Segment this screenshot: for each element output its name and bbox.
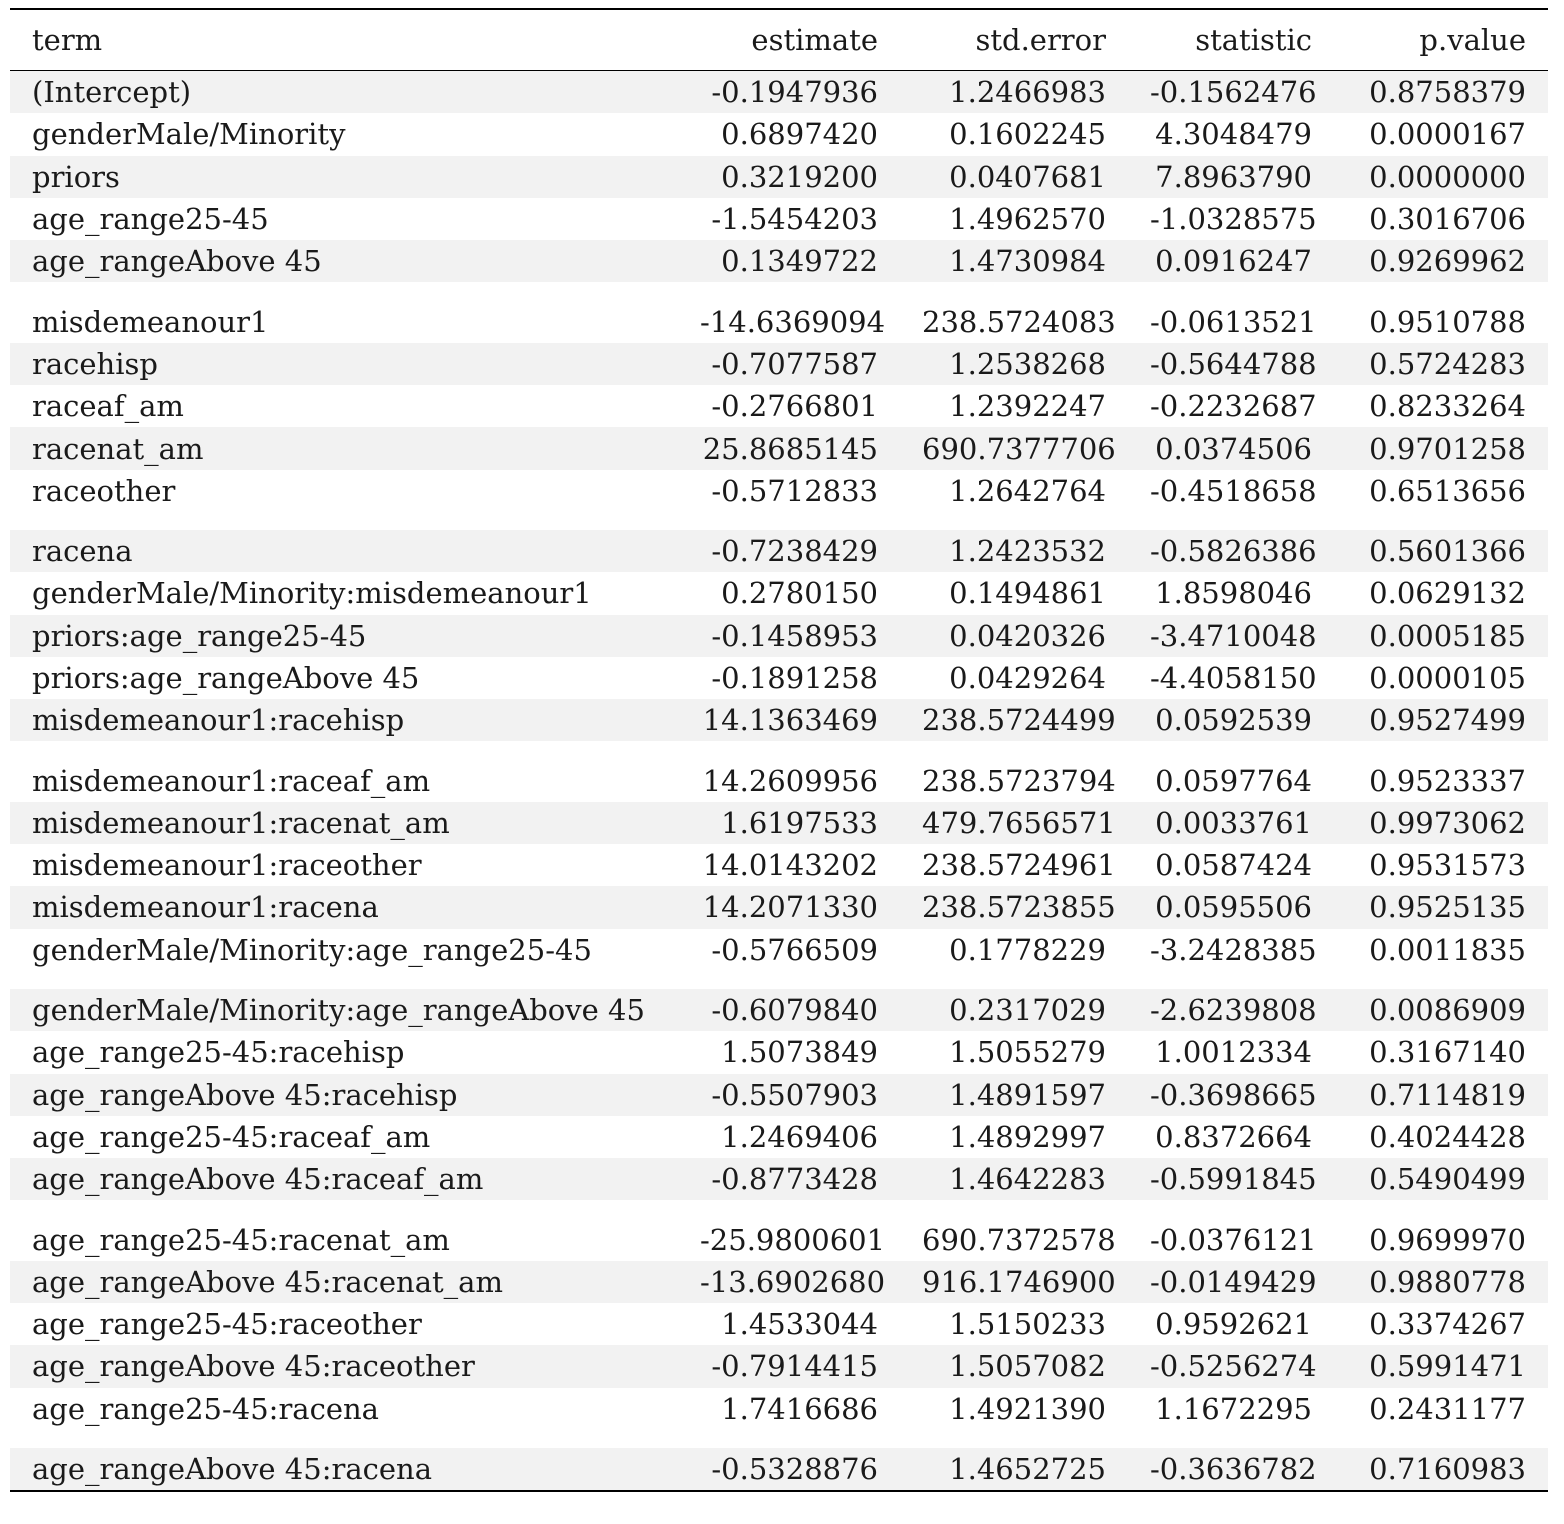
cell-p-value: 0.0005185 <box>1334 615 1548 657</box>
regression-table <box>10 8 1548 1492</box>
cell-std-error: 0.1602245 <box>949 117 1106 152</box>
cell-term: genderMale/Minority:misdemeanour1 <box>32 576 592 611</box>
cell-std-error: 690.7377706 <box>900 427 1128 469</box>
cell-statistic: -0.3698665 <box>1128 1074 1334 1116</box>
cell-p-value: 0.0000105 <box>1369 661 1526 695</box>
regression-table-container <box>10 8 1548 1492</box>
cell-p-value: 0.9973062 <box>1334 802 1548 844</box>
row-group-spacer <box>10 971 1548 989</box>
cell-std-error: 1.5150233 <box>949 1307 1106 1342</box>
cell-estimate: -0.6079840 <box>678 989 900 1031</box>
cell-term: priors <box>10 156 678 198</box>
cell-p-value: 0.0011835 <box>1369 932 1526 967</box>
cell-estimate: -0.7914415 <box>678 1345 900 1387</box>
cell-std-error: 690.7372578 <box>922 1222 1116 1257</box>
header-row <box>10 9 1548 71</box>
cell-term: age_range25-45:racehisp <box>32 1035 405 1070</box>
cell-p-value: 0.0629132 <box>1369 576 1526 611</box>
row-group-spacer <box>10 282 1548 300</box>
cell-estimate: 0.2780150 <box>721 576 878 611</box>
cell-p-value: 0.9527499 <box>1334 699 1548 741</box>
table-row <box>10 1388 1548 1430</box>
cell-std-error: 0.0420326 <box>900 615 1128 657</box>
cell-p-value: 0.4024428 <box>1369 1119 1526 1154</box>
cell-estimate: 0.3219200 <box>678 156 900 198</box>
cell-std-error: 238.5723855 <box>900 886 1128 928</box>
cell-statistic: -2.6239808 <box>1128 989 1334 1031</box>
table-row <box>10 1074 1548 1116</box>
cell-std-error: 1.2538268 <box>900 343 1128 385</box>
cell-estimate: 25.8685145 <box>678 427 900 469</box>
cell-term: age_rangeAbove 45:racena <box>10 1448 678 1491</box>
cell-p-value: 0.3374267 <box>1369 1307 1526 1342</box>
cell-p-value: 0.3167140 <box>1369 1035 1526 1070</box>
cell-term: genderMale/Minority:age_range25-45 <box>32 932 592 967</box>
cell-estimate: -0.5712833 <box>711 473 878 508</box>
table-row <box>10 802 1548 844</box>
cell-term: misdemeanour1:raceaf_am <box>32 763 431 798</box>
spacer-cell <box>10 741 1548 759</box>
table-row <box>10 1158 1548 1200</box>
cell-term: misdemeanour1 <box>32 304 269 339</box>
cell-std-error: 1.2392247 <box>949 389 1106 424</box>
cell-statistic: 7.8963790 <box>1128 156 1334 198</box>
table-row <box>10 156 1548 198</box>
cell-statistic: -1.0328575 <box>1150 202 1317 237</box>
cell-term: age_rangeAbove 45:racenat_am <box>10 1261 678 1303</box>
cell-term: racenat_am <box>10 427 678 469</box>
cell-std-error: 1.4730984 <box>900 240 1128 282</box>
spacer-cell <box>10 282 1548 300</box>
cell-term: priors:age_rangeAbove 45 <box>32 661 420 695</box>
table-row <box>10 198 1548 240</box>
cell-statistic: 0.0597764 <box>1155 763 1312 798</box>
cell-p-value: 0.5601366 <box>1334 530 1548 572</box>
cell-std-error: 238.5724961 <box>922 848 1116 883</box>
spacer-cell <box>10 512 1548 530</box>
cell-estimate: 1.6197533 <box>678 802 900 844</box>
cell-statistic: -0.1562476 <box>1128 71 1334 114</box>
cell-std-error: 479.7656571 <box>900 802 1128 844</box>
cell-p-value: 0.5991471 <box>1334 1345 1548 1387</box>
cell-estimate: 14.0143202 <box>702 848 878 883</box>
cell-estimate: 0.6897420 <box>721 117 878 152</box>
cell-p-value: 0.3016706 <box>1369 202 1526 237</box>
cell-std-error: 1.4642283 <box>900 1158 1128 1200</box>
cell-p-value: 0.2431177 <box>1369 1391 1526 1426</box>
cell-estimate: 1.5073849 <box>721 1035 878 1070</box>
cell-statistic: 0.0916247 <box>1128 240 1334 282</box>
cell-term: genderMale/Minority:age_rangeAbove 45 <box>10 989 678 1031</box>
cell-std-error: 1.4921390 <box>949 1391 1106 1426</box>
table-row <box>10 699 1548 741</box>
cell-statistic: 1.8598046 <box>1155 576 1312 611</box>
column-header-std-error: std.error <box>900 9 1128 71</box>
cell-p-value: 0.9699970 <box>1369 1222 1526 1257</box>
cell-p-value: 0.6513656 <box>1369 473 1526 508</box>
cell-estimate: -25.9800601 <box>700 1222 886 1257</box>
row-group-spacer <box>10 512 1548 530</box>
table-row <box>10 530 1548 572</box>
cell-std-error: 1.5055279 <box>949 1035 1106 1070</box>
cell-p-value: 0.8758379 <box>1334 71 1548 114</box>
cell-statistic: 0.0033761 <box>1128 802 1334 844</box>
cell-estimate: 14.1363469 <box>678 699 900 741</box>
cell-std-error: 0.2317029 <box>900 989 1128 1031</box>
cell-std-error: 1.2466983 <box>900 71 1128 114</box>
cell-estimate: -0.7077587 <box>678 343 900 385</box>
cell-statistic: -3.2428385 <box>1150 932 1317 967</box>
table-row <box>10 240 1548 282</box>
cell-estimate: -0.5766509 <box>711 932 878 967</box>
cell-std-error: 0.0407681 <box>900 156 1128 198</box>
cell-term: age_rangeAbove 45:raceother <box>10 1345 678 1387</box>
table-row <box>10 385 1548 427</box>
cell-std-error: 1.4962570 <box>949 202 1106 237</box>
cell-p-value: 0.7160983 <box>1334 1448 1548 1491</box>
cell-statistic: 0.0592539 <box>1128 699 1334 741</box>
table-row <box>10 929 1548 971</box>
spacer-cell <box>10 1200 1548 1218</box>
row-group-spacer <box>10 1200 1548 1218</box>
cell-statistic: -4.4058150 <box>1150 661 1317 695</box>
cell-statistic: -0.5991845 <box>1128 1158 1334 1200</box>
cell-estimate: 1.4533044 <box>721 1307 878 1342</box>
spacer-cell <box>10 1430 1548 1448</box>
cell-statistic: 0.8372664 <box>1155 1119 1312 1154</box>
table-row <box>10 1261 1548 1303</box>
cell-term: age_range25-45:raceaf_am <box>32 1119 431 1154</box>
cell-std-error: 1.2642764 <box>949 473 1106 508</box>
cell-p-value: 0.9525135 <box>1334 886 1548 928</box>
cell-std-error: 0.1778229 <box>949 932 1106 967</box>
cell-statistic: -3.4710048 <box>1128 615 1334 657</box>
cell-statistic: 0.0587424 <box>1155 848 1312 883</box>
table-row <box>10 470 1548 512</box>
cell-term: genderMale/Minority <box>32 117 346 152</box>
cell-statistic: 0.9592621 <box>1155 1307 1312 1342</box>
cell-estimate: -0.5507903 <box>678 1074 900 1116</box>
cell-statistic: -0.5826386 <box>1128 530 1334 572</box>
cell-estimate: 14.2609956 <box>702 763 878 798</box>
row-group-spacer <box>10 741 1548 759</box>
cell-estimate: -13.6902680 <box>678 1261 900 1303</box>
cell-term: (Intercept) <box>10 71 678 114</box>
column-header-statistic: statistic <box>1128 9 1334 71</box>
cell-term: raceother <box>32 473 176 508</box>
cell-statistic: 1.1672295 <box>1155 1391 1312 1426</box>
cell-std-error: 1.5057082 <box>900 1345 1128 1387</box>
table-row <box>10 427 1548 469</box>
cell-estimate: -14.6369094 <box>700 304 886 339</box>
cell-p-value: 0.7114819 <box>1334 1074 1548 1116</box>
table-row <box>10 759 1548 801</box>
cell-statistic: -0.3636782 <box>1128 1448 1334 1491</box>
cell-term: age_range25-45:raceother <box>32 1307 422 1342</box>
cell-estimate: 1.7416686 <box>721 1391 878 1426</box>
cell-statistic: 0.0595506 <box>1128 886 1334 928</box>
cell-p-value: 0.9531573 <box>1369 848 1526 883</box>
cell-term: racehisp <box>10 343 678 385</box>
table-row <box>10 113 1548 155</box>
cell-term: priors:age_range25-45 <box>10 615 678 657</box>
cell-statistic: -0.0376121 <box>1150 1222 1317 1257</box>
column-header-term: term <box>10 9 678 71</box>
cell-std-error: 238.5724499 <box>900 699 1128 741</box>
cell-estimate: -0.5328876 <box>678 1448 900 1491</box>
cell-std-error: 1.4891597 <box>900 1074 1128 1116</box>
cell-term: misdemeanour1:racehisp <box>10 699 678 741</box>
cell-term: age_range25-45:racena <box>32 1391 379 1426</box>
cell-std-error: 238.5723794 <box>922 763 1116 798</box>
cell-std-error: 1.4892997 <box>949 1119 1106 1154</box>
cell-p-value: 0.0000000 <box>1334 156 1548 198</box>
cell-statistic: -0.0613521 <box>1150 304 1317 339</box>
cell-p-value: 0.5724283 <box>1334 343 1548 385</box>
cell-p-value: 0.0086909 <box>1334 989 1548 1031</box>
table-row <box>10 989 1548 1031</box>
cell-p-value: 0.9510788 <box>1369 304 1526 339</box>
row-group-spacer <box>10 1430 1548 1448</box>
cell-estimate: -0.1947936 <box>678 71 900 114</box>
cell-p-value: 0.9269962 <box>1334 240 1548 282</box>
cell-std-error: 1.2423532 <box>900 530 1128 572</box>
table-row <box>10 300 1548 342</box>
table-row <box>10 886 1548 928</box>
cell-estimate: 14.2071330 <box>678 886 900 928</box>
cell-term: age_rangeAbove 45:raceaf_am <box>10 1158 678 1200</box>
cell-std-error: 0.1494861 <box>949 576 1106 611</box>
cell-statistic: -0.4518658 <box>1150 473 1317 508</box>
cell-term: misdemeanour1:racena <box>10 886 678 928</box>
cell-term: misdemeanour1:racenat_am <box>10 802 678 844</box>
cell-statistic: -0.0149429 <box>1128 1261 1334 1303</box>
cell-term: raceaf_am <box>32 389 184 424</box>
table-row <box>10 1218 1548 1260</box>
cell-estimate: -0.8773428 <box>678 1158 900 1200</box>
cell-statistic: -0.5644788 <box>1128 343 1334 385</box>
cell-term: age_rangeAbove 45:racehisp <box>10 1074 678 1116</box>
cell-term: age_range25-45:racenat_am <box>32 1222 450 1257</box>
cell-p-value: 0.8233264 <box>1369 389 1526 424</box>
cell-std-error: 916.1746900 <box>900 1261 1128 1303</box>
spacer-cell <box>10 971 1548 989</box>
cell-term: age_rangeAbove 45 <box>10 240 678 282</box>
cell-statistic: 0.0374506 <box>1128 427 1334 469</box>
cell-statistic: -0.2232687 <box>1150 389 1317 424</box>
cell-estimate: -0.1891258 <box>711 661 878 695</box>
cell-estimate: 0.1349722 <box>678 240 900 282</box>
cell-statistic: -0.5256274 <box>1128 1345 1334 1387</box>
cell-p-value: 0.9523337 <box>1369 763 1526 798</box>
cell-std-error: 238.5724083 <box>922 304 1116 339</box>
cell-p-value: 0.5490499 <box>1334 1158 1548 1200</box>
table-row <box>10 844 1548 886</box>
cell-estimate: 1.2469406 <box>721 1119 878 1154</box>
cell-estimate: -0.7238429 <box>678 530 900 572</box>
table-row <box>10 572 1548 614</box>
table-row <box>10 657 1548 699</box>
cell-p-value: 0.9701258 <box>1334 427 1548 469</box>
cell-term: racena <box>10 530 678 572</box>
table-row <box>10 71 1548 114</box>
table-row <box>10 1448 1548 1491</box>
cell-std-error: 1.4652725 <box>900 1448 1128 1491</box>
table-header <box>10 9 1548 71</box>
table-body <box>10 71 1548 1492</box>
cell-term: misdemeanour1:raceother <box>32 848 422 883</box>
cell-estimate: -1.5454203 <box>711 202 878 237</box>
cell-statistic: 1.0012334 <box>1155 1035 1312 1070</box>
cell-p-value: 0.0000167 <box>1369 117 1526 152</box>
cell-statistic: 4.3048479 <box>1155 117 1312 152</box>
table-row <box>10 1345 1548 1387</box>
table-row <box>10 343 1548 385</box>
cell-std-error: 0.0429264 <box>949 661 1106 695</box>
cell-estimate: -0.2766801 <box>711 389 878 424</box>
cell-p-value: 0.9880778 <box>1334 1261 1548 1303</box>
table-row <box>10 615 1548 657</box>
cell-term: age_range25-45 <box>32 202 269 237</box>
column-header-estimate: estimate <box>678 9 900 71</box>
column-header-p-value: p.value <box>1334 9 1548 71</box>
table-row <box>10 1031 1548 1073</box>
table-row <box>10 1303 1548 1345</box>
table-row <box>10 1116 1548 1158</box>
cell-estimate: -0.1458953 <box>678 615 900 657</box>
